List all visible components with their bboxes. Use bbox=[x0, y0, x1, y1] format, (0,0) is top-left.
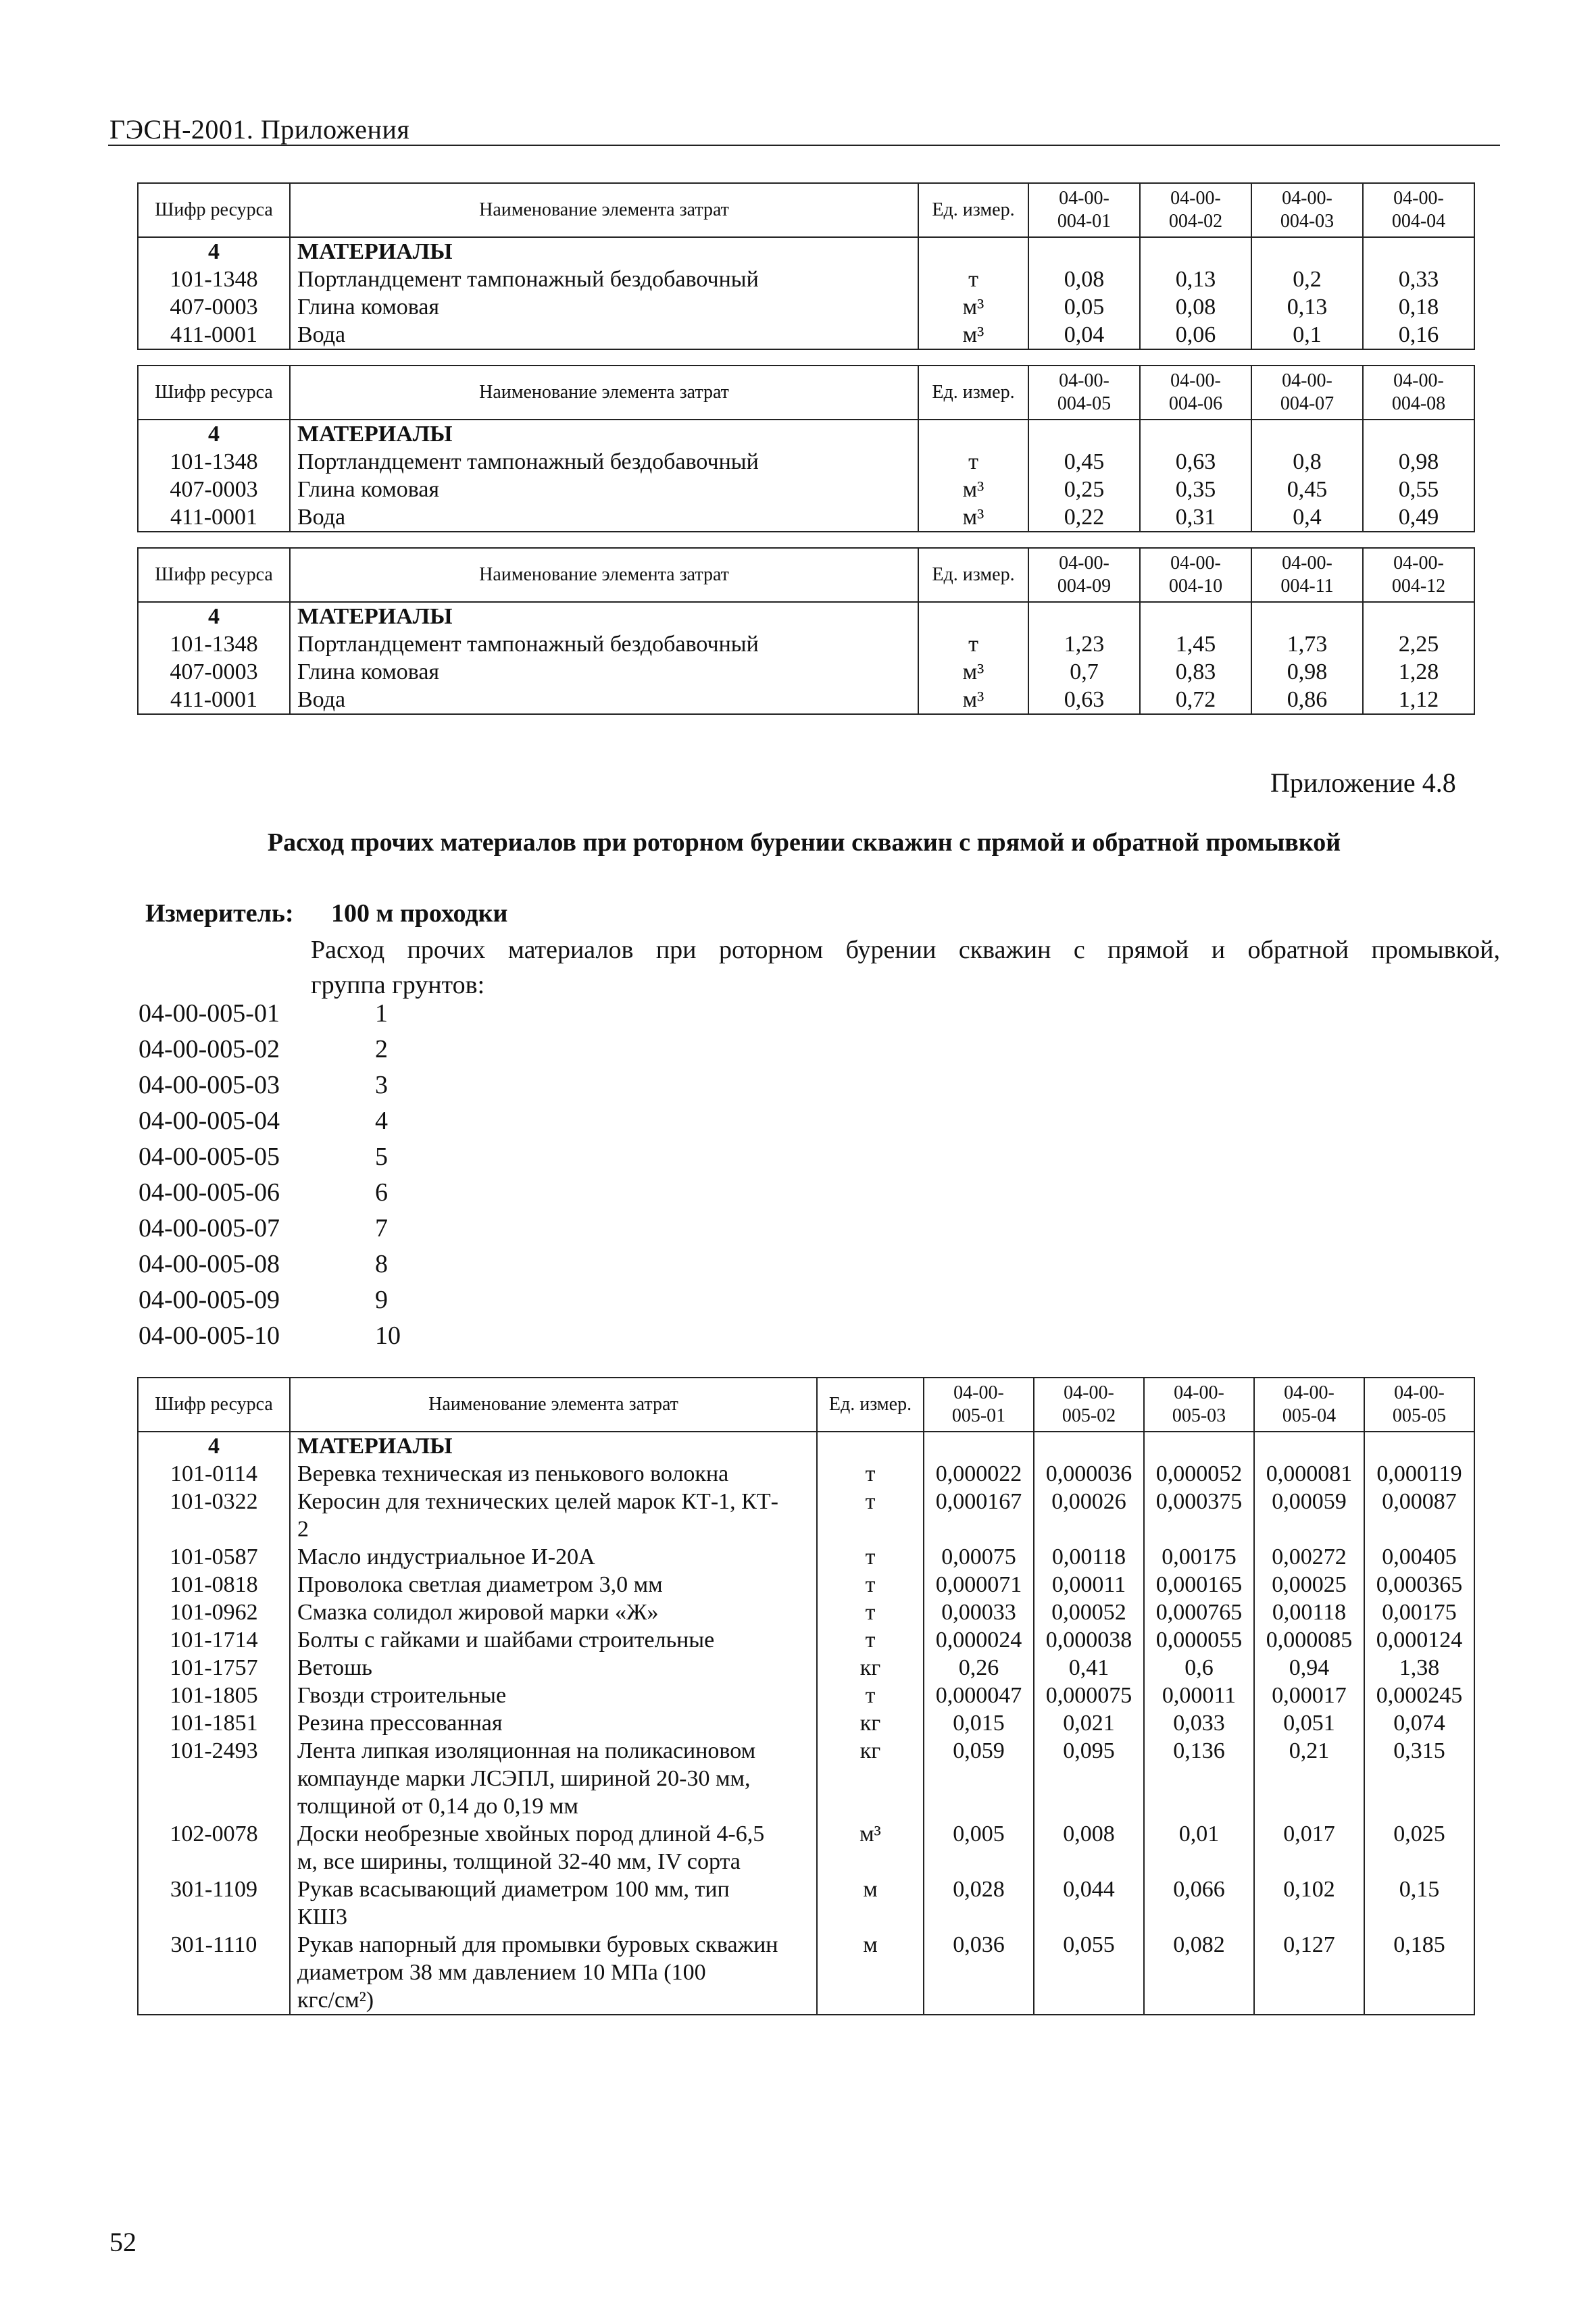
variant-code: 04-00-005-01 bbox=[139, 999, 280, 1028]
resource-name: Проволока светлая диаметром 3,0 мм bbox=[290, 1571, 817, 1599]
resource-name: Смазка солидол жировой марки «Ж» bbox=[290, 1599, 817, 1626]
unit: т bbox=[918, 630, 1028, 658]
norm-value: 1,12 bbox=[1363, 686, 1474, 714]
category-code: 4 bbox=[138, 602, 290, 630]
variant-group: 8 bbox=[375, 1250, 388, 1278]
table-row bbox=[138, 503, 1474, 532]
norm-value: 0,00017 bbox=[1254, 1682, 1364, 1709]
unit: т bbox=[817, 1543, 924, 1571]
norm-value: 0,082 bbox=[1144, 1931, 1254, 2015]
col-header-norm: 04-00- 005-02 bbox=[1034, 1378, 1144, 1432]
resource-name: Гвозди строительные bbox=[290, 1682, 817, 1709]
norm-value: 0,94 bbox=[1254, 1654, 1364, 1682]
resource-name: Ветошь bbox=[290, 1654, 817, 1682]
resource-code: 301-1110 bbox=[138, 1931, 290, 2015]
norm-value: 0,86 bbox=[1251, 686, 1363, 714]
resource-code: 101-0114 bbox=[138, 1460, 290, 1488]
norm-value: 0,005 bbox=[924, 1820, 1034, 1876]
category-name: МАТЕРИАЛЫ bbox=[290, 237, 918, 266]
norm-table-004-05-08 bbox=[137, 365, 1475, 532]
resource-code: 101-0818 bbox=[138, 1571, 290, 1599]
table-row bbox=[138, 476, 1474, 503]
unit: м³ bbox=[918, 476, 1028, 503]
norm-value: 0,127 bbox=[1254, 1931, 1364, 2015]
norm-value: 0,000022 bbox=[924, 1460, 1034, 1488]
norm-value: 0,18 bbox=[1363, 293, 1474, 321]
resource-name: Портландцемент тампонажный бездобавочный bbox=[290, 448, 918, 476]
norm-value: 0,2 bbox=[1251, 266, 1363, 293]
norm-value: 0,000075 bbox=[1034, 1682, 1144, 1709]
col-header-name: Наименование элемента затрат bbox=[290, 366, 918, 420]
norm-value: 0,4 bbox=[1251, 503, 1363, 532]
norm-value: 0,00175 bbox=[1144, 1543, 1254, 1571]
category-row bbox=[138, 1432, 1474, 1460]
norm-value: 0,16 bbox=[1363, 321, 1474, 349]
unit: м bbox=[817, 1876, 924, 1931]
resource-code: 101-2493 bbox=[138, 1737, 290, 1820]
norm-value: 0,83 bbox=[1140, 658, 1251, 686]
unit: м³ bbox=[918, 321, 1028, 349]
unit: м bbox=[817, 1931, 924, 2015]
norm-value: 0,1 bbox=[1251, 321, 1363, 349]
resource-name: Лента липкая изоляционная на поликасиновом компаунде марки ЛСЭПЛ, шириной 20-30 мм, толщиной от 0,14 до 0,19 мм bbox=[290, 1737, 817, 1820]
resource-code: 101-1348 bbox=[138, 630, 290, 658]
table-row bbox=[138, 686, 1474, 714]
measure-label: Измеритель: bbox=[145, 899, 294, 928]
unit: м³ bbox=[918, 686, 1028, 714]
col-header-unit: Ед. измер. bbox=[817, 1378, 924, 1432]
section-title: Расход прочих материалов при роторном бурении скважин с прямой и обратной промывкой bbox=[267, 828, 1341, 857]
resource-code: 101-0587 bbox=[138, 1543, 290, 1571]
variant-code: 04-00-005-09 bbox=[139, 1286, 280, 1314]
norm-value: 0,98 bbox=[1251, 658, 1363, 686]
col-header-norm: 04-00- 004-08 bbox=[1363, 366, 1474, 420]
norm-value: 0,066 bbox=[1144, 1876, 1254, 1931]
norm-value: 0,000245 bbox=[1364, 1682, 1474, 1709]
col-header-norm: 04-00- 004-09 bbox=[1028, 548, 1140, 602]
variant-group: 4 bbox=[375, 1107, 388, 1135]
col-header-norm: 04-00- 004-01 bbox=[1028, 183, 1140, 237]
norm-value: 0,00118 bbox=[1254, 1599, 1364, 1626]
resource-code: 411-0001 bbox=[138, 503, 290, 532]
norm-value: 0,055 bbox=[1034, 1931, 1144, 2015]
variant-group: 9 bbox=[375, 1286, 388, 1314]
col-header-name: Наименование элемента затрат bbox=[290, 548, 918, 602]
norm-value: 0,051 bbox=[1254, 1709, 1364, 1737]
resource-name: Вода bbox=[290, 686, 918, 714]
variant-group: 7 bbox=[375, 1214, 388, 1242]
norm-value: 0,00025 bbox=[1254, 1571, 1364, 1599]
norm-value: 0,185 bbox=[1364, 1931, 1474, 2015]
table-row bbox=[138, 630, 1474, 658]
norm-value: 0,63 bbox=[1140, 448, 1251, 476]
norm-value: 0,102 bbox=[1254, 1876, 1364, 1931]
category-row bbox=[138, 420, 1474, 448]
norm-value: 0,008 bbox=[1034, 1820, 1144, 1876]
col-header-code: Шифр ресурса bbox=[138, 183, 290, 237]
norm-value: 0,8 bbox=[1251, 448, 1363, 476]
norm-value: 0,41 bbox=[1034, 1654, 1144, 1682]
norm-value: 0,000119 bbox=[1364, 1460, 1474, 1488]
norm-value: 0,000124 bbox=[1364, 1626, 1474, 1654]
resource-name: Портландцемент тампонажный бездобавочный bbox=[290, 266, 918, 293]
category-name: МАТЕРИАЛЫ bbox=[290, 602, 918, 630]
norm-value: 0,095 bbox=[1034, 1737, 1144, 1820]
norm-value: 0,00087 bbox=[1364, 1488, 1474, 1543]
norm-value: 1,45 bbox=[1140, 630, 1251, 658]
norm-value: 0,04 bbox=[1028, 321, 1140, 349]
col-header-norm: 04-00- 004-12 bbox=[1363, 548, 1474, 602]
resource-code: 101-1348 bbox=[138, 266, 290, 293]
resource-code: 411-0001 bbox=[138, 686, 290, 714]
variant-code: 04-00-005-07 bbox=[139, 1214, 280, 1242]
norm-table-004-09-12 bbox=[137, 547, 1475, 715]
norm-value: 0,028 bbox=[924, 1876, 1034, 1931]
norm-value: 0,00052 bbox=[1034, 1599, 1144, 1626]
col-header-unit: Ед. измер. bbox=[918, 183, 1028, 237]
col-header-code: Шифр ресурса bbox=[138, 548, 290, 602]
resource-code: 407-0003 bbox=[138, 293, 290, 321]
table-row bbox=[138, 1682, 1474, 1709]
norm-value: 0,26 bbox=[924, 1654, 1034, 1682]
col-header-code: Шифр ресурса bbox=[138, 366, 290, 420]
variant-group: 3 bbox=[375, 1071, 388, 1099]
col-header-norm: 04-00- 004-11 bbox=[1251, 548, 1363, 602]
norm-value: 0,45 bbox=[1028, 448, 1140, 476]
norm-value: 0,45 bbox=[1251, 476, 1363, 503]
resource-code: 407-0003 bbox=[138, 658, 290, 686]
norm-value: 0,00026 bbox=[1034, 1488, 1144, 1543]
unit: кг bbox=[817, 1709, 924, 1737]
norm-value: 0,000071 bbox=[924, 1571, 1034, 1599]
norm-value: 0,000081 bbox=[1254, 1460, 1364, 1488]
table-row bbox=[138, 1488, 1474, 1543]
category-code: 4 bbox=[138, 420, 290, 448]
resource-code: 101-0962 bbox=[138, 1599, 290, 1626]
norm-value: 0,6 bbox=[1144, 1654, 1254, 1682]
unit: т bbox=[817, 1599, 924, 1626]
resource-code: 301-1109 bbox=[138, 1876, 290, 1931]
norm-value: 0,033 bbox=[1144, 1709, 1254, 1737]
norm-value: 0,06 bbox=[1140, 321, 1251, 349]
col-header-unit: Ед. измер. bbox=[918, 548, 1028, 602]
unit: т bbox=[817, 1626, 924, 1654]
norm-value: 0,000024 bbox=[924, 1626, 1034, 1654]
norm-value: 0,00011 bbox=[1144, 1682, 1254, 1709]
description bbox=[311, 932, 1500, 1003]
norm-value: 0,000085 bbox=[1254, 1626, 1364, 1654]
table-row bbox=[138, 266, 1474, 293]
table-row bbox=[138, 293, 1474, 321]
table-row bbox=[138, 1654, 1474, 1682]
norm-value: 0,08 bbox=[1140, 293, 1251, 321]
norm-value: 0,000765 bbox=[1144, 1599, 1254, 1626]
table-row bbox=[138, 1931, 1474, 2015]
category-code: 4 bbox=[138, 1432, 290, 1460]
table-row bbox=[138, 1543, 1474, 1571]
norm-value: 0,059 bbox=[924, 1737, 1034, 1820]
unit: м³ bbox=[817, 1820, 924, 1876]
unit: кг bbox=[817, 1654, 924, 1682]
norm-value: 0,036 bbox=[924, 1931, 1034, 2015]
resource-name: Глина комовая bbox=[290, 293, 918, 321]
norm-value: 0,000047 bbox=[924, 1682, 1034, 1709]
resource-name: Рукав всасывающий диаметром 100 мм, тип КШ3 bbox=[290, 1876, 817, 1931]
norm-value: 0,49 bbox=[1363, 503, 1474, 532]
norm-value: 0,55 bbox=[1363, 476, 1474, 503]
norm-value: 0,13 bbox=[1251, 293, 1363, 321]
variant-code: 04-00-005-02 bbox=[139, 1035, 280, 1063]
unit: м³ bbox=[918, 658, 1028, 686]
category-name: МАТЕРИАЛЫ bbox=[290, 420, 918, 448]
norm-table-004-01-04 bbox=[137, 182, 1475, 350]
unit: т bbox=[817, 1682, 924, 1709]
category-name: МАТЕРИАЛЫ bbox=[290, 1432, 817, 1460]
norm-value: 0,000375 bbox=[1144, 1488, 1254, 1543]
resource-name: Рукав напорный для промывки буровых скважин диаметром 38 мм давлением 10 МПа (100 кгс/см²) bbox=[290, 1931, 817, 2015]
variant-code: 04-00-005-06 bbox=[139, 1178, 280, 1207]
norm-value: 0,315 bbox=[1364, 1737, 1474, 1820]
resource-name: Глина комовая bbox=[290, 658, 918, 686]
col-header-unit: Ед. измер. bbox=[918, 366, 1028, 420]
unit: т bbox=[817, 1460, 924, 1488]
table-row bbox=[138, 1709, 1474, 1737]
variant-code: 04-00-005-08 bbox=[139, 1250, 280, 1278]
table-row bbox=[138, 1626, 1474, 1654]
variant-code: 04-00-005-05 bbox=[139, 1142, 280, 1171]
norm-value: 0,01 bbox=[1144, 1820, 1254, 1876]
table-row bbox=[138, 448, 1474, 476]
table-row bbox=[138, 1820, 1474, 1876]
table-row bbox=[138, 1460, 1474, 1488]
unit: т bbox=[918, 266, 1028, 293]
norm-value: 0,025 bbox=[1364, 1820, 1474, 1876]
norm-value: 0,000365 bbox=[1364, 1571, 1474, 1599]
norm-table-005 bbox=[137, 1377, 1475, 2015]
category-row bbox=[138, 237, 1474, 266]
col-header-norm: 04-00- 004-03 bbox=[1251, 183, 1363, 237]
resource-name: Портландцемент тампонажный бездобавочный bbox=[290, 630, 918, 658]
norm-value: 0,33 bbox=[1363, 266, 1474, 293]
norm-value: 0,05 bbox=[1028, 293, 1140, 321]
table-row bbox=[138, 1876, 1474, 1931]
norm-value: 0,015 bbox=[924, 1709, 1034, 1737]
category-code: 4 bbox=[138, 237, 290, 266]
measure-value: 100 м проходки bbox=[331, 899, 508, 928]
col-header-norm: 04-00- 004-05 bbox=[1028, 366, 1140, 420]
variant-group: 10 bbox=[375, 1322, 401, 1350]
norm-value: 0,00033 bbox=[924, 1599, 1034, 1626]
norm-value: 0,72 bbox=[1140, 686, 1251, 714]
norm-value: 0,000038 bbox=[1034, 1626, 1144, 1654]
unit: м³ bbox=[918, 503, 1028, 532]
resource-code: 101-0322 bbox=[138, 1488, 290, 1543]
norm-value: 0,00011 bbox=[1034, 1571, 1144, 1599]
norm-value: 0,136 bbox=[1144, 1737, 1254, 1820]
variant-group: 6 bbox=[375, 1178, 388, 1207]
resource-name: Болты с гайками и шайбами строительные bbox=[290, 1626, 817, 1654]
norm-value: 0,00059 bbox=[1254, 1488, 1364, 1543]
norm-value: 0,000055 bbox=[1144, 1626, 1254, 1654]
unit: м³ bbox=[918, 293, 1028, 321]
col-header-norm: 04-00- 005-03 bbox=[1144, 1378, 1254, 1432]
resource-code: 102-0078 bbox=[138, 1820, 290, 1876]
description-line-1: Расход прочих материалов при роторном бурении скважин с прямой и обратной промывкой, bbox=[311, 936, 1500, 964]
resource-name: Доски необрезные хвойных пород длиной 4-6,5 м, все ширины, толщиной 32-40 мм, IV сорта bbox=[290, 1820, 817, 1876]
norm-value: 0,017 bbox=[1254, 1820, 1364, 1876]
norm-value: 0,15 bbox=[1364, 1876, 1474, 1931]
resource-name: Масло индустриальное И-20А bbox=[290, 1543, 817, 1571]
norm-value: 0,7 bbox=[1028, 658, 1140, 686]
header-rule bbox=[108, 145, 1500, 146]
page-number: 52 bbox=[109, 2227, 136, 2257]
norm-value: 0,000036 bbox=[1034, 1460, 1144, 1488]
unit: т bbox=[918, 448, 1028, 476]
unit: т bbox=[817, 1571, 924, 1599]
table-row bbox=[138, 658, 1474, 686]
norm-value: 0,00118 bbox=[1034, 1543, 1144, 1571]
col-header-code: Шифр ресурса bbox=[138, 1378, 290, 1432]
norm-value: 0,00272 bbox=[1254, 1543, 1364, 1571]
variant-group: 5 bbox=[375, 1142, 388, 1171]
norm-value: 0,22 bbox=[1028, 503, 1140, 532]
col-header-norm: 04-00- 005-05 bbox=[1364, 1378, 1474, 1432]
resource-code: 101-1714 bbox=[138, 1626, 290, 1654]
norm-value: 0,000052 bbox=[1144, 1460, 1254, 1488]
col-header-name: Наименование элемента затрат bbox=[290, 1378, 817, 1432]
norm-value: 0,13 bbox=[1140, 266, 1251, 293]
resource-code: 411-0001 bbox=[138, 321, 290, 349]
resource-code: 101-1805 bbox=[138, 1682, 290, 1709]
norm-value: 0,21 bbox=[1254, 1737, 1364, 1820]
variant-code: 04-00-005-10 bbox=[139, 1322, 280, 1350]
resource-code: 101-1851 bbox=[138, 1709, 290, 1737]
table-row bbox=[138, 1571, 1474, 1599]
norm-value: 1,28 bbox=[1363, 658, 1474, 686]
norm-value: 0,00175 bbox=[1364, 1599, 1474, 1626]
norm-value: 1,73 bbox=[1251, 630, 1363, 658]
resource-name: Резина прессованная bbox=[290, 1709, 817, 1737]
col-header-norm: 04-00- 004-02 bbox=[1140, 183, 1251, 237]
col-header-norm: 04-00- 005-04 bbox=[1254, 1378, 1364, 1432]
norm-value: 0,000165 bbox=[1144, 1571, 1254, 1599]
category-row bbox=[138, 602, 1474, 630]
variant-group: 1 bbox=[375, 999, 388, 1028]
norm-value: 1,23 bbox=[1028, 630, 1140, 658]
col-header-name: Наименование элемента затрат bbox=[290, 183, 918, 237]
norm-value: 0,00405 bbox=[1364, 1543, 1474, 1571]
norm-value: 0,98 bbox=[1363, 448, 1474, 476]
resource-name: Веревка техническая из пенькового волокна bbox=[290, 1460, 817, 1488]
unit: кг bbox=[817, 1737, 924, 1820]
col-header-norm: 04-00- 004-06 bbox=[1140, 366, 1251, 420]
appendix-label: Приложение 4.8 bbox=[1270, 768, 1456, 798]
unit: т bbox=[817, 1488, 924, 1543]
resource-name: Вода bbox=[290, 503, 918, 532]
table-row bbox=[138, 1599, 1474, 1626]
norm-value: 1,38 bbox=[1364, 1654, 1474, 1682]
norm-value: 0,25 bbox=[1028, 476, 1140, 503]
norm-value: 0,35 bbox=[1140, 476, 1251, 503]
resource-name: Вода bbox=[290, 321, 918, 349]
norm-value: 0,63 bbox=[1028, 686, 1140, 714]
col-header-norm: 04-00- 004-07 bbox=[1251, 366, 1363, 420]
resource-code: 101-1757 bbox=[138, 1654, 290, 1682]
norm-value: 0,00075 bbox=[924, 1543, 1034, 1571]
variant-code: 04-00-005-03 bbox=[139, 1071, 280, 1099]
description-line-2: группа грунтов: bbox=[311, 971, 485, 999]
norm-value: 0,044 bbox=[1034, 1876, 1144, 1931]
norm-value: 0,021 bbox=[1034, 1709, 1144, 1737]
norm-value: 0,08 bbox=[1028, 266, 1140, 293]
table-row bbox=[138, 1737, 1474, 1820]
norm-value: 0,074 bbox=[1364, 1709, 1474, 1737]
variant-group: 2 bbox=[375, 1035, 388, 1063]
table-row bbox=[138, 321, 1474, 349]
running-header: ГЭСН-2001. Приложения bbox=[109, 114, 410, 145]
norm-value: 0,31 bbox=[1140, 503, 1251, 532]
resource-code: 101-1348 bbox=[138, 448, 290, 476]
col-header-norm: 04-00- 004-10 bbox=[1140, 548, 1251, 602]
col-header-norm: 04-00- 004-04 bbox=[1363, 183, 1474, 237]
resource-name: Глина комовая bbox=[290, 476, 918, 503]
resource-code: 407-0003 bbox=[138, 476, 290, 503]
resource-name: Керосин для технических целей марок КТ-1, КТ- 2 bbox=[290, 1488, 817, 1543]
norm-value: 0,000167 bbox=[924, 1488, 1034, 1543]
col-header-norm: 04-00- 005-01 bbox=[924, 1378, 1034, 1432]
variant-code: 04-00-005-04 bbox=[139, 1107, 280, 1135]
norm-value: 2,25 bbox=[1363, 630, 1474, 658]
